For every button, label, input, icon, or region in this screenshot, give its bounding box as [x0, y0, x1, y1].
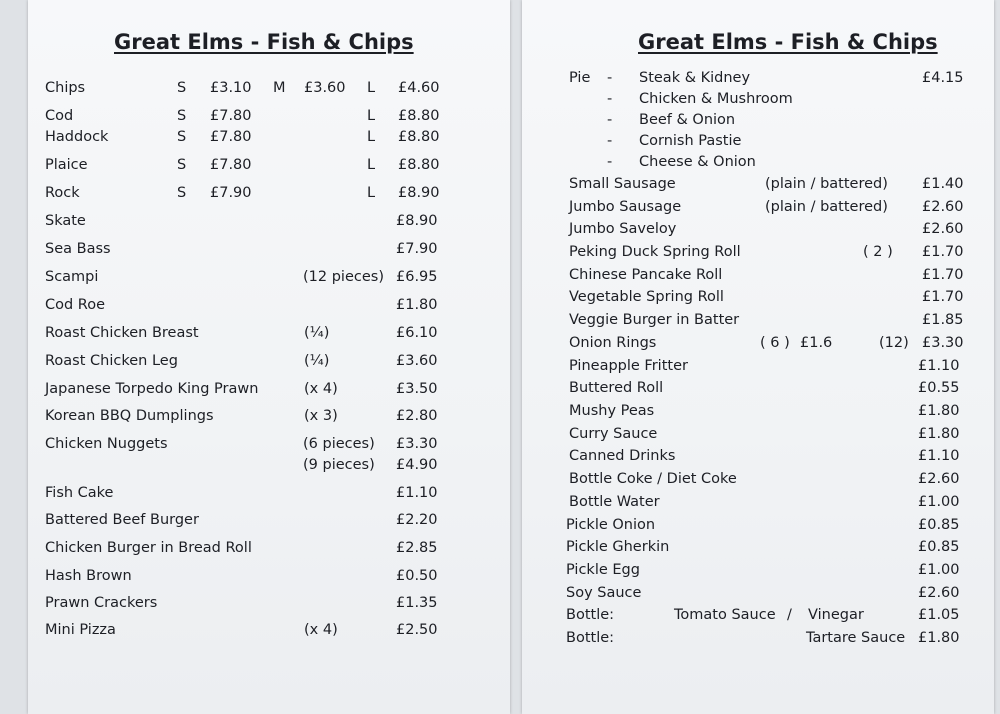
pie-option: Beef & Onion [639, 112, 736, 128]
item-name: Korean BBQ Dumplings [45, 408, 214, 424]
item-price: £1.05 [918, 607, 960, 623]
size-label: S [177, 157, 187, 173]
item-price: £0.85 [918, 517, 960, 533]
item-name: Peking Duck Spring Roll [569, 244, 741, 260]
item-name: Pickle Gherkin [566, 539, 670, 555]
size-label: S [177, 129, 187, 145]
item-name: Buttered Roll [569, 380, 664, 396]
size-label: L [367, 157, 376, 173]
pie-option: Chicken & Mushroom [639, 91, 793, 107]
size-label: S [177, 185, 187, 201]
item-qty: (6 pieces) [303, 436, 375, 452]
item-price: £1.80 [918, 426, 960, 442]
menu-row [522, 176, 994, 198]
menu-row [28, 457, 510, 479]
pie-option-row [522, 154, 994, 176]
menu-row-bottle [522, 607, 994, 629]
item-name: Rock [45, 185, 80, 201]
item-price: £1.70 [922, 244, 964, 260]
menu-row-fish [28, 185, 510, 207]
menu-row [522, 244, 994, 266]
dash-mark: - [607, 133, 613, 149]
item-name: Plaice [45, 157, 88, 173]
dash-mark: - [607, 154, 613, 170]
item-name: Onion Rings [569, 335, 657, 351]
item-price: £2.60 [922, 199, 964, 215]
item-price: £6.95 [396, 269, 438, 285]
item-price: £1.6 [800, 335, 833, 351]
menu-row [28, 540, 510, 562]
item-price: £2.60 [918, 585, 960, 601]
item-note: (plain / battered) [765, 176, 888, 192]
item-price: £2.60 [922, 221, 964, 237]
item-price: £3.30 [396, 436, 438, 452]
item-qty: (x 3) [304, 408, 338, 424]
pie-option-row [522, 133, 994, 155]
item-name: Jumbo Sausage [569, 199, 682, 215]
item-name: Curry Sauce [569, 426, 658, 442]
item-price: £3.60 [304, 80, 346, 96]
size-label: M [273, 80, 286, 96]
size-label: L [367, 129, 376, 145]
pie-option: Cornish Pastie [639, 133, 742, 149]
item-name: Japanese Torpedo King Prawn [45, 381, 259, 397]
menu-row-fish [28, 129, 510, 151]
item-price: £1.10 [918, 448, 960, 464]
pie-option-row [522, 70, 994, 92]
item-qty: (12) [879, 335, 909, 351]
item-price: £1.00 [918, 562, 960, 578]
menu-row [28, 353, 510, 375]
item-price: £1.80 [396, 297, 438, 313]
item-price: £0.55 [918, 380, 960, 396]
pie-option: Steak & Kidney [639, 70, 751, 86]
item-price: £7.80 [210, 129, 252, 145]
item-name: Scampi [45, 269, 99, 285]
menu-row-fish [28, 108, 510, 130]
item-name: Tomato Sauce [674, 607, 776, 623]
item-name: Cod [45, 108, 74, 124]
menu-row [522, 517, 994, 539]
menu-row [522, 426, 994, 448]
item-name: Sea Bass [45, 241, 111, 257]
menu-row [28, 512, 510, 534]
item-name: Chicken Nuggets [45, 436, 168, 452]
item-price: £0.85 [918, 539, 960, 555]
dash-mark: - [607, 70, 613, 86]
item-name: Canned Drinks [569, 448, 676, 464]
menu-row [28, 568, 510, 590]
item-price: £1.10 [918, 358, 960, 374]
item-name: Chips [45, 80, 86, 96]
item-price: £8.80 [398, 108, 440, 124]
menu-sheet-right [522, 0, 994, 714]
menu-row [522, 289, 994, 311]
item-name: Hash Brown [45, 568, 132, 584]
item-price: £1.70 [922, 267, 964, 283]
menu-row [522, 312, 994, 334]
menu-row [28, 436, 510, 458]
item-name: Mushy Peas [569, 403, 655, 419]
size-label: L [367, 108, 376, 124]
menu-title: Great Elms - Fish & Chips [638, 30, 938, 54]
item-price: £1.80 [918, 403, 960, 419]
pie-option: Cheese & Onion [639, 154, 756, 170]
item-name: Bottle Water [569, 494, 660, 510]
item-note: (plain / battered) [765, 199, 888, 215]
menu-row [522, 199, 994, 221]
item-name: Vinegar [808, 607, 864, 623]
menu-row [28, 595, 510, 617]
item-price: £1.85 [922, 312, 964, 328]
menu-row [522, 562, 994, 584]
item-name: Battered Beef Burger [45, 512, 199, 528]
item-name: Small Sausage [569, 176, 676, 192]
menu-row-bottle [522, 630, 994, 652]
menu-row [28, 297, 510, 319]
item-price: £2.60 [918, 471, 960, 487]
item-price: £8.90 [396, 213, 438, 229]
item-name: Chinese Pancake Roll [569, 267, 723, 283]
menu-row [522, 448, 994, 470]
item-price: £4.15 [922, 70, 964, 86]
menu-row [522, 403, 994, 425]
item-name: Soy Sauce [566, 585, 642, 601]
item-name: Cod Roe [45, 297, 106, 313]
menu-title: Great Elms - Fish & Chips [114, 30, 414, 54]
menu-row [28, 622, 510, 644]
item-price: £4.60 [398, 80, 440, 96]
menu-row-chips [28, 80, 510, 102]
menu-row-onion-rings [522, 335, 994, 357]
item-price: £7.90 [396, 241, 438, 257]
menu-row [28, 213, 510, 235]
menu-row [522, 471, 994, 493]
item-price: £1.10 [396, 485, 438, 501]
size-label: L [367, 80, 376, 96]
item-price: £2.85 [396, 540, 438, 556]
size-label: S [177, 108, 187, 124]
item-name: Prawn Crackers [45, 595, 158, 611]
item-name: Tartare Sauce [806, 630, 906, 646]
bottle-label: Bottle: [566, 630, 615, 646]
item-name: Veggie Burger in Batter [569, 312, 740, 328]
item-name: Vegetable Spring Roll [569, 289, 724, 305]
item-name: Bottle Coke / Diet Coke [569, 471, 737, 487]
item-price: £8.80 [398, 157, 440, 173]
dash-mark: - [607, 112, 613, 128]
bottle-label: Bottle: [566, 607, 615, 623]
item-price: £7.80 [210, 157, 252, 173]
menu-row [522, 494, 994, 516]
item-qty: (¼) [304, 325, 330, 341]
item-price: £3.60 [396, 353, 438, 369]
item-qty: (x 4) [304, 622, 338, 638]
pie-option-row [522, 112, 994, 134]
item-price: £2.80 [396, 408, 438, 424]
item-name: Chicken Burger in Bread Roll [45, 540, 252, 556]
menu-row [522, 585, 994, 607]
menu-row [28, 241, 510, 263]
menu-row [28, 485, 510, 507]
item-qty: (9 pieces) [303, 457, 375, 473]
size-label: S [177, 80, 187, 96]
item-name: Roast Chicken Leg [45, 353, 178, 369]
menu-row-fish [28, 157, 510, 179]
item-qty: (x 4) [304, 381, 338, 397]
item-price: £2.20 [396, 512, 438, 528]
item-price: £2.50 [396, 622, 438, 638]
item-name: Pickle Egg [566, 562, 640, 578]
item-qty: (¼) [304, 353, 330, 369]
item-qty: (12 pieces) [303, 269, 384, 285]
item-price: £4.90 [396, 457, 438, 473]
menu-sheet-left [28, 0, 510, 714]
menu-row [522, 380, 994, 402]
item-price: £1.35 [396, 595, 438, 611]
menu-row [28, 381, 510, 403]
separator: / [787, 607, 792, 623]
item-price: £0.50 [396, 568, 438, 584]
item-name: Pineapple Fritter [569, 358, 688, 374]
item-price: £3.30 [922, 335, 964, 351]
pie-option-row [522, 91, 994, 113]
item-name: Jumbo Saveloy [569, 221, 677, 237]
item-price: £7.90 [210, 185, 252, 201]
item-price: £3.50 [396, 381, 438, 397]
menu-row [522, 539, 994, 561]
menu-row [28, 408, 510, 430]
item-price: £1.40 [922, 176, 964, 192]
item-qty: ( 6 ) [760, 335, 790, 351]
item-name: Fish Cake [45, 485, 114, 501]
item-name: Pickle Onion [566, 517, 656, 533]
menu-row [522, 358, 994, 380]
menu-row [522, 267, 994, 289]
item-price: £8.90 [398, 185, 440, 201]
item-price: £3.10 [210, 80, 252, 96]
item-price: £6.10 [396, 325, 438, 341]
item-note: ( 2 ) [863, 244, 893, 260]
menu-row [522, 221, 994, 243]
item-price: £1.70 [922, 289, 964, 305]
menu-row [28, 325, 510, 347]
item-name: Haddock [45, 129, 109, 145]
item-price: £7.80 [210, 108, 252, 124]
item-price: £8.80 [398, 129, 440, 145]
menu-row [28, 269, 510, 291]
item-price: £1.00 [918, 494, 960, 510]
item-name: Skate [45, 213, 86, 229]
pie-label: Pie [569, 70, 591, 86]
item-name: Mini Pizza [45, 622, 116, 638]
dash-mark: - [607, 91, 613, 107]
item-name: Roast Chicken Breast [45, 325, 199, 341]
size-label: L [367, 185, 376, 201]
item-price: £1.80 [918, 630, 960, 646]
